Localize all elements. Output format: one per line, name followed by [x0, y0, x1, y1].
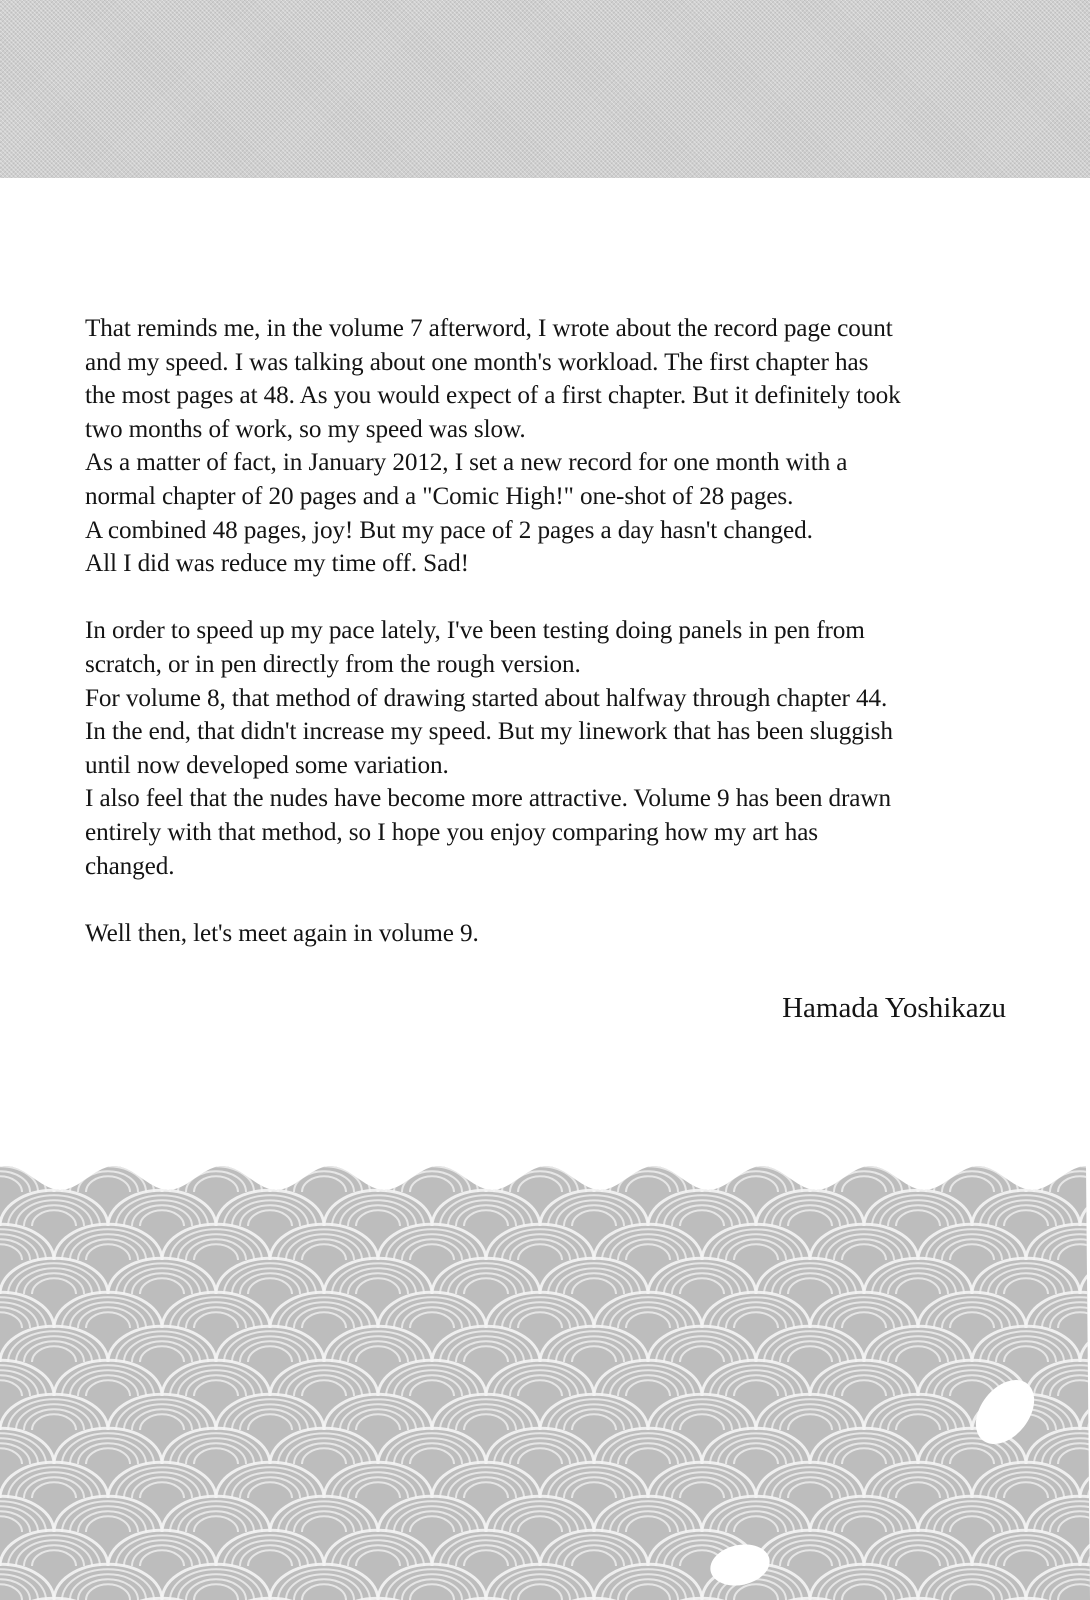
text-line: A combined 48 pages, joy! But my pace of 2 pages a day hasn't changed.	[85, 516, 813, 544]
author-signature: Hamada Yoshikazu	[782, 992, 1006, 1024]
text-line: Well then, let's meet again in volume 9.	[85, 919, 479, 947]
text-line: entirely with that method, so I hope you enjoy comparing how my art has	[85, 818, 818, 846]
text-line: All I did was reduce my time off. Sad!	[85, 550, 469, 578]
text-line: In the end, that didn't increase my speed. But my linework that has been sluggish	[85, 718, 893, 746]
text-line: That reminds me, in the volume 7 afterword, I wrote about the record page count	[85, 315, 893, 342]
top-screentone-band	[0, 0, 1090, 178]
text-line: scratch, or in pen directly from the rough version.	[85, 650, 581, 678]
wave-pattern-decoration	[0, 1150, 1090, 1600]
text-line: and my speed. I was talking about one month's workload. The first chapter has	[85, 348, 869, 376]
text-line: As a matter of fact, in January 2012, I set a new record for one month with a	[85, 449, 848, 477]
text-line: until now developed some variation.	[85, 751, 449, 779]
afterword-text	[85, 312, 1015, 950]
text-line: changed.	[85, 852, 175, 880]
text-line: normal chapter of 20 pages and a "Comic High!" one-shot of 28 pages.	[85, 482, 794, 510]
wave-pattern-svg	[0, 1150, 1090, 1600]
text-line: the most pages at 48. As you would expect of a first chapter. But it definitely took	[85, 382, 901, 410]
text-line: For volume 8, that method of drawing started about halfway through chapter 44.	[85, 684, 888, 712]
text-line: I also feel that the nudes have become more attractive. Volume 9 has been drawn	[85, 785, 891, 813]
text-line: two months of work, so my speed was slow.	[85, 415, 526, 443]
paragraph-gap	[85, 581, 1015, 615]
text-line: In order to speed up my pace lately, I've been testing doing panels in pen from	[85, 617, 865, 645]
paragraph-gap	[85, 883, 1015, 917]
